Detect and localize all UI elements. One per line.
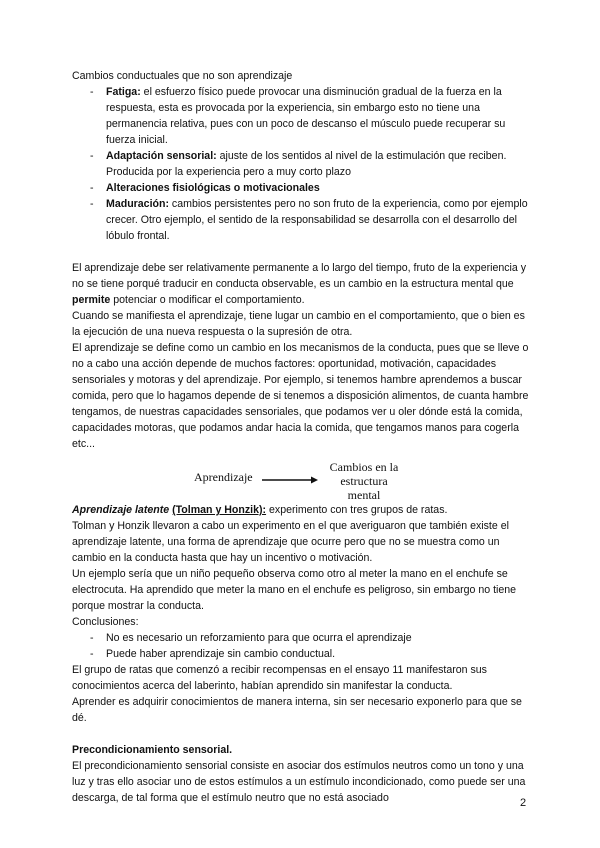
intro-heading: Cambios conductuales que no son aprendizaje bbox=[72, 70, 293, 82]
paragraph: El aprendizaje se define como un cambio en los mecanismos de la conducta, pues que se lleve o no a cabo una acción depende de muchos factores: oportunidad, motivación, capacidades sensoriales y motoras y del aprendizaje. Por ejemplo, si tenemos hambre aprendemos a buscar comida, pero que lo hagamos depende de si tenemos a disposición alimentos, de cuanta hambre tengamos, de nuestras capacidades sensoriales, que podamos ver u oler dónde está la comida, capacidades motoras, que podamos andar hacia la comida, que tengamos manos para cogerla etc... bbox=[72, 342, 529, 450]
paragraph: Un ejemplo sería que un niño pequeño observa como otro al meter la mano en el enchufe se electrocuta. Ha aprendido que meter la mano en el enchufe es peligroso, sin embargo no tiene porque mostrar la conducta. bbox=[72, 568, 517, 612]
diagram-target-label: Cambios en la estructura mental bbox=[329, 460, 399, 502]
paragraph: Tolman y Honzik llevaron a cabo un experimento en el que averiguaron que también existe el aprendizaje latente, una forma de aprendizaje que ocurre pero que no se muestra como un cambio en la conducta hasta que hay un incentivo o motivación. bbox=[72, 520, 509, 564]
section-heading-latent: Aprendizaje latente (Tolman y Honzik): experimento con tres grupos de ratas. bbox=[72, 504, 448, 516]
diagram-source-label: Aprendizaje bbox=[194, 470, 253, 484]
conclusions-list bbox=[72, 630, 532, 662]
paragraph: El precondicionamiento sensorial consiste en asociar dos estímulos neutros como un tono y una luz y tras ello asociar uno de estos estímulos a un estímulo incondicionado, como puede ser una descarga, de tal forma que el estímulo neutro que no está asociado bbox=[72, 760, 526, 804]
arrow-right-icon bbox=[262, 476, 318, 484]
intro-list bbox=[72, 84, 532, 244]
list-item: - Maduración: cambios persistentes pero no son fruto de la experiencia, como por ejemplo crecer. Otro ejemplo, el sentido de la responsabilidad se desarrolla con el desarrollo del lóbulo frontal. bbox=[72, 196, 532, 244]
list-item: - Alteraciones fisiológicas o motivacionales bbox=[72, 180, 532, 196]
conclusions-label: Conclusiones: bbox=[72, 616, 139, 628]
learning-diagram bbox=[72, 458, 532, 502]
list-item: - Adaptación sensorial: ajuste de los sentidos al nivel de la estimulación que reciben. Producida por la experiencia pero a muy corto plazo bbox=[72, 148, 532, 180]
list-item: - No es necesario un reforzamiento para que ocurra el aprendizaje bbox=[72, 630, 532, 646]
list-item: - Puede haber aprendizaje sin cambio conductual. bbox=[72, 646, 532, 662]
document-page bbox=[72, 68, 532, 806]
paragraph: El grupo de ratas que comenzó a recibir recompensas en el ensayo 11 manifestaron sus conocimientos acerca del laberinto, habían aprendido sin manifestar la conducta. bbox=[72, 664, 487, 692]
paragraph: El aprendizaje debe ser relativamente permanente a lo largo del tiempo, fruto de la experiencia y no se tiene porqué traducir en conducta observable, es un cambio en la estructura mental que permite potenciar o modificar el comportamiento. bbox=[72, 262, 527, 306]
page-number: 2 bbox=[520, 797, 527, 809]
list-item: - Fatiga: el esfuerzo físico puede provocar una disminución gradual de la fuerza en la respuesta, esta es provocada por la experiencia, sin embargo esto no tiene una permanencia relativa, pues con un poco de descanso el músculo puede recuperar su fuerza inicial. bbox=[72, 84, 532, 148]
section-heading-precond: Precondicionamiento sensorial. bbox=[72, 744, 233, 756]
paragraph: Cuando se manifiesta el aprendizaje, tiene lugar un cambio en el comportamiento, que o bien es la ejecución de una nueva respuesta o la supresión de otra. bbox=[72, 310, 525, 338]
paragraph: Aprender es adquirir conocimientos de manera interna, sin ser necesario exponerlo para que se dé. bbox=[72, 696, 522, 724]
